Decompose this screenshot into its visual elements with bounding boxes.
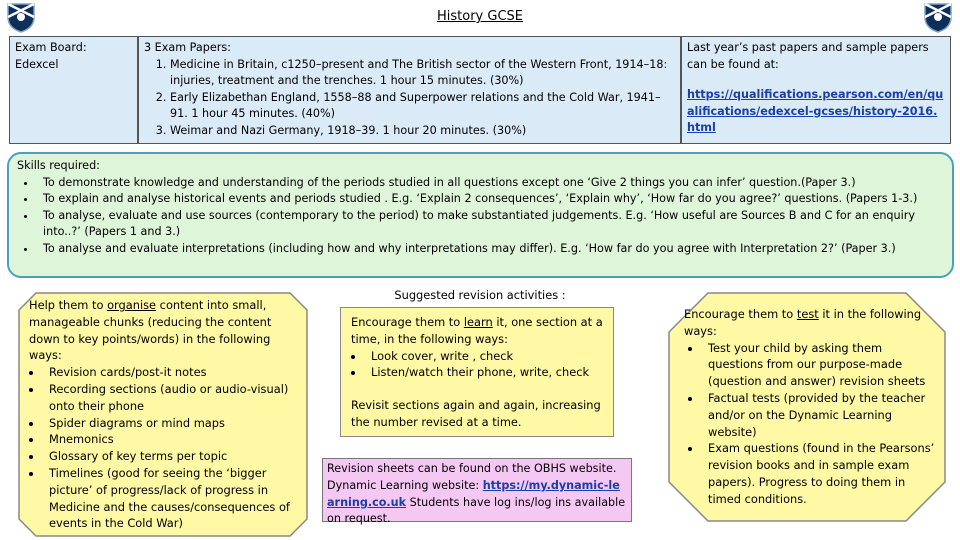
exam-paper-item: 3. Weimar and Nazi Germany, 1918–39. 1 hour 20 minutes. (30%): [170, 123, 675, 140]
exam-papers-list: [144, 57, 675, 140]
past-papers-box: [681, 36, 951, 144]
test-list: [684, 340, 936, 508]
exam-board-box: [9, 36, 138, 144]
organise-item: • Glossary of key terms per topic: [43, 448, 297, 465]
exam-board-label: Exam Board:: [15, 41, 87, 54]
revisit-text: Revisit sections again and again, increasing the number revised at a time.: [351, 398, 601, 429]
page-title: History GCSE: [437, 9, 523, 24]
skill-item: • To analyse, evaluate and use sources (contemporary to the period) to make substantiated judgements. E.g. ‘How useful are Sources B and C for an enquiry into..?’ (Papers 1 and 3.): [37, 208, 942, 241]
test-item: • Factual tests (provided by the teacher and/or on the Dynamic Learning website): [702, 390, 936, 440]
resources-text-end: Students have log ins/log ins available on request.: [327, 495, 626, 526]
learn-intro: Encourage them to learn it, one section at a time, in the following ways:: [351, 315, 603, 346]
resources-box: [322, 458, 632, 526]
skills-list: [17, 175, 942, 258]
skill-item: • To explain and analyse historical events and periods studied . E.g. ‘Explain 2 consequences’, ‘Explain why’, ‘How far do you agree?’ questions. (Papers 1-3.): [37, 191, 942, 208]
resources-text: Revision sheets can be found on the OBHS website. Dynamic Learning website:: [327, 462, 617, 492]
organise-item: • Recording sections (audio or audio-visual) onto their phone: [43, 381, 297, 415]
skills-required-box: [7, 152, 954, 278]
exam-papers-heading: 3 Exam Papers:: [144, 41, 231, 54]
learn-box: [340, 307, 614, 437]
skills-heading: Skills required:: [17, 159, 100, 172]
organise-list: [29, 364, 297, 532]
dynamic-learning-link[interactable]: https://my.dynamic-learning.co.uk: [327, 478, 620, 509]
test-item: • Exam questions (found in the Pearsons’ revision books and in sample exam papers). Progress to doing them in timed conditions.: [702, 440, 936, 507]
exam-paper-item: 1. Medicine in Britain, c1250–present and The British sector of the Western Front, 1914–18: injuries, treatment and the trenches. 1 hour 15 minutes. (30%): [170, 57, 675, 90]
learn-keyword: learn: [463, 315, 493, 329]
learn-item: • Listen/watch their phone, write, check: [365, 364, 603, 381]
exam-papers-box: [138, 36, 681, 144]
past-papers-text: Last year’s past papers and sample papers can be found at:: [687, 41, 929, 71]
organise-item: • Revision cards/post-it notes: [43, 364, 297, 381]
test-item: • Test your child by asking them questions from our purpose-made (question and answer) revision sheets: [702, 340, 936, 390]
learn-item: • Look cover, write , check: [365, 348, 603, 365]
test-box: [684, 306, 936, 508]
skill-item: • To analyse and evaluate interpretations (including how and why interpretations may differ). E.g. ‘How far do you agree with Interpretation 2?’ (Paper 3.): [37, 241, 942, 258]
skill-item: • To demonstrate knowledge and understanding of the periods studied in all questions except one ‘Give 2 things you can infer’ question.(Paper 3.): [37, 175, 942, 192]
organise-item: • Mnemonics: [43, 431, 297, 448]
exam-board-value: Edexcel: [15, 57, 59, 71]
learn-list: [351, 348, 603, 382]
organise-item: • Timelines (good for seeing the ‘bigger picture’ of progress/lack of progress in Medicine and the causes/consequences of events in the Cold War): [43, 465, 297, 532]
past-papers-link[interactable]: https://qualifications.pearson.com/en/qualifications/edexcel-gcses/history-2016.html: [687, 88, 944, 134]
organise-keyword: organise: [107, 298, 157, 312]
suggested-activities-heading: Suggested revision activities :: [394, 288, 566, 302]
organise-item: • Spider diagrams or mind maps: [43, 415, 297, 432]
organise-intro: Help them to organise content into small, manageable chunks (reducing the content down to key points/words) in the following ways:: [29, 298, 272, 363]
exam-paper-item: 2. Early Elizabethan England, 1558–88 and Superpower relations and the Cold War, 1941–91. 1 hour 45 minutes. (40%): [170, 90, 675, 123]
organise-box: [29, 297, 297, 532]
test-keyword: test: [796, 307, 819, 321]
test-intro: Encourage them to test it in the following ways:: [684, 307, 922, 338]
